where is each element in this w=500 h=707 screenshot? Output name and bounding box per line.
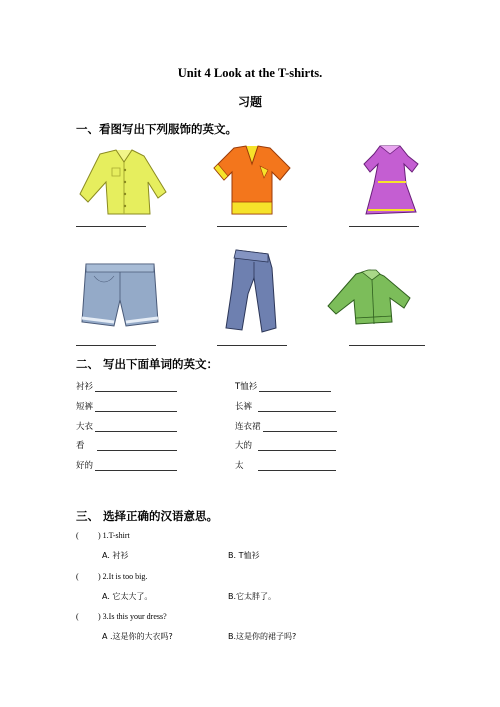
answer-blank[interactable] [97,441,177,451]
answer-blank[interactable] [95,382,177,392]
word-label: 大衣 [76,422,94,432]
word-item [76,400,177,412]
question-text: ) 2.It is too big. [98,572,148,581]
word-item [76,459,177,471]
section-heading-3: 三、 选择正确的汉语意思。 [76,509,219,523]
word-item [235,400,336,412]
word-item [76,439,177,451]
word-label: 长裤 [235,402,253,412]
option-a[interactable]: A. 衬衫 [102,551,129,560]
shorts-icon [80,262,160,330]
question-paren[interactable]: ( [76,612,79,621]
option-b[interactable]: B.它太胖了。 [228,592,277,601]
pants-icon [222,248,282,334]
word-item [76,420,177,432]
option-b[interactable]: B. T恤衫 [228,551,260,560]
word-label: 连衣裙 [235,422,261,432]
answer-blank[interactable] [95,422,177,432]
question-text: ) 1.T-shirt [98,531,130,540]
word-label: 短裤 [76,402,94,412]
word-label: 看 [76,441,85,451]
answer-blank[interactable] [258,461,336,471]
shirt-icon [78,148,170,216]
option-a[interactable]: A. 它太大了。 [102,592,153,601]
word-item [235,380,331,392]
answer-blank[interactable] [217,345,287,346]
answer-blank[interactable] [217,226,287,227]
answer-blank[interactable] [95,461,177,471]
word-item [235,439,336,451]
word-label: 太 [235,461,244,471]
answer-blank[interactable] [259,382,331,392]
answer-blank[interactable] [76,345,156,346]
answer-blank[interactable] [95,402,177,412]
word-item [235,420,337,432]
word-item [76,380,177,392]
dress-icon [360,144,420,216]
answer-blank[interactable] [258,441,336,451]
section-heading-2: 二、 写出下面单词的英文： [76,357,219,371]
word-item [235,459,336,471]
option-b[interactable]: B.这是你的裙子吗? [228,632,297,641]
t-shirt-icon [212,144,292,216]
word-label: T恤衫 [235,382,258,392]
answer-blank[interactable] [349,226,419,227]
question-paren[interactable]: ( [76,572,79,581]
question-paren[interactable]: ( [76,531,79,540]
page-subtitle: 习题 [237,95,262,109]
answer-blank[interactable] [349,345,425,346]
answer-blank[interactable] [76,226,146,227]
word-label: 好的 [76,461,94,471]
option-a[interactable]: A .这是你的大衣吗? [102,632,173,641]
answer-blank[interactable] [258,402,336,412]
jacket-icon [326,268,412,326]
answer-blank[interactable] [263,422,337,432]
section-heading-1: 一、看图写出下列服饰的英文。 [76,122,237,136]
page-title: Unit 4 Look at the T-shirts. [177,66,323,80]
question-text: ) 3.Is this your dress? [98,612,167,621]
word-label: 衬衫 [76,382,94,392]
word-label: 大的 [235,441,253,451]
